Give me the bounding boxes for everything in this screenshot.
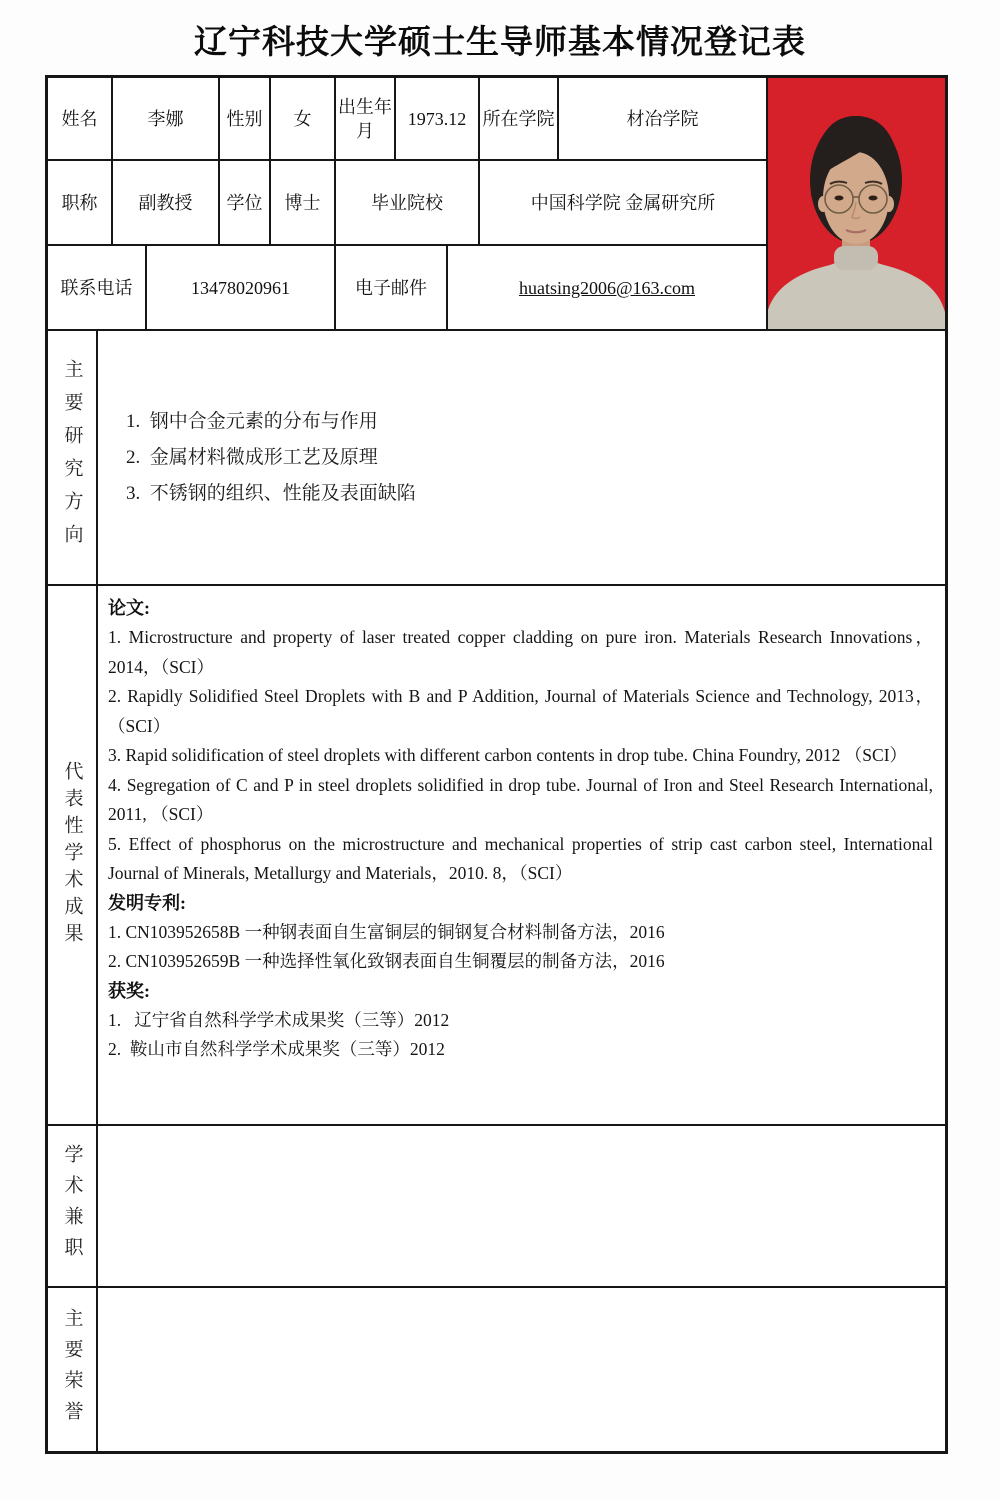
degree-value: 博士	[271, 161, 336, 246]
positions-section-label	[48, 1126, 98, 1286]
paper-item: 4. Segregation of C and P in steel droplets solidified in drop tube. Journal of Iron and Steel Research International, 2011, （SCI）	[108, 774, 938, 824]
award-item: 1. 辽宁省自然科学学术成果奖（三等）2012	[108, 1009, 450, 1030]
honors-section-label	[48, 1288, 98, 1451]
research-item: 2. 金属材料微成形工艺及原理	[126, 446, 378, 468]
college-value: 材冶学院	[559, 78, 768, 161]
name-value: 李娜	[113, 78, 220, 161]
eye-left	[835, 196, 844, 201]
phone-label: 联系电话	[48, 246, 147, 331]
section-main-honors	[48, 1288, 945, 1451]
paper-item: 5. Effect of phosphorus on the microstructure and mechanical properties of strip cast carbon steel, International Journal of Minerals, Metallurgy and Materials，2010. 8，（SCI）	[108, 833, 938, 883]
prof-title-value: 副教授	[113, 161, 220, 246]
section-academic-achievements	[48, 586, 945, 1126]
achievements-section-label-text: 代表性学术成果	[61, 760, 83, 950]
birth-label: 出生年月	[336, 78, 396, 161]
gender-value: 女	[271, 78, 336, 161]
section-academic-positions	[48, 1126, 945, 1288]
page-title: 辽宁科技大学硕士生导师基本情况登记表	[194, 25, 806, 61]
gender-label: 性别	[220, 78, 271, 161]
phone-value: 13478020961	[147, 246, 336, 331]
research-item: 3. 不锈钢的组织、性能及表面缺陷	[126, 482, 416, 504]
research-item: 1. 钢中合金元素的分布与作用	[126, 410, 378, 432]
birth-value: 1973.12	[396, 78, 480, 161]
registration-table	[45, 75, 948, 1454]
achievements-section-label	[48, 586, 98, 1124]
school-label: 毕业院校	[336, 161, 480, 246]
positions-section-label-text: 学术兼职	[61, 1144, 83, 1268]
research-section-label-text: 主要研究方向	[61, 358, 83, 557]
school-value: 中国科学院 金属研究所	[480, 161, 768, 246]
research-section-label	[48, 331, 98, 584]
portrait-photo-drawing	[768, 78, 945, 331]
email-cell	[448, 246, 768, 331]
name-label: 姓名	[48, 78, 113, 161]
awards-heading: 获奖:	[108, 980, 150, 1001]
degree-label: 学位	[220, 161, 271, 246]
table-row	[48, 78, 768, 161]
basic-info-block	[48, 78, 945, 331]
email-label: 电子邮件	[336, 246, 448, 331]
paper-item: 1. Microstructure and property of laser treated copper cladding on pure iron. Materials Research Innovations，2014，（SCI）	[108, 627, 933, 677]
papers-heading: 论文:	[108, 598, 150, 618]
honors-section-label-text: 主要荣誉	[61, 1307, 83, 1432]
paper-item: 3. Rapid solidification of steel droplets with different carbon contents in drop tube. China Foundry, 2012 （SCI）	[108, 745, 908, 765]
positions-content	[98, 1126, 945, 1286]
basic-info-grid	[48, 78, 768, 331]
turtleneck-collar	[834, 246, 878, 270]
paper-item: 2. Rapidly Solidified Steel Droplets with B and P Addition, Journal of Materials Science and Technology, 2013，（SCI）	[108, 686, 933, 736]
prof-title-label: 职称	[48, 161, 113, 246]
award-item: 2. 鞍山市自然科学学术成果奖（三等）2012	[108, 1039, 445, 1059]
patents-heading: 发明专利:	[108, 892, 186, 913]
table-row	[48, 246, 768, 331]
portrait-photo	[768, 78, 945, 331]
email-link[interactable]: huatsing2006@163.com	[518, 277, 696, 298]
honors-content	[98, 1288, 945, 1451]
eye-right	[869, 196, 878, 201]
table-row	[48, 161, 768, 246]
research-content	[98, 331, 945, 584]
patent-item: 2. CN103952659B 一种选择性氧化致钢表面自生铜覆层的制备方法，2016	[108, 951, 665, 971]
achievements-content	[98, 586, 945, 1124]
patent-item: 1. CN103952658B 一种钢表面自生富铜层的铜钢复合材料制备方法，2016	[108, 921, 665, 942]
section-research-directions	[48, 331, 945, 586]
college-label: 所在学院	[480, 78, 559, 161]
